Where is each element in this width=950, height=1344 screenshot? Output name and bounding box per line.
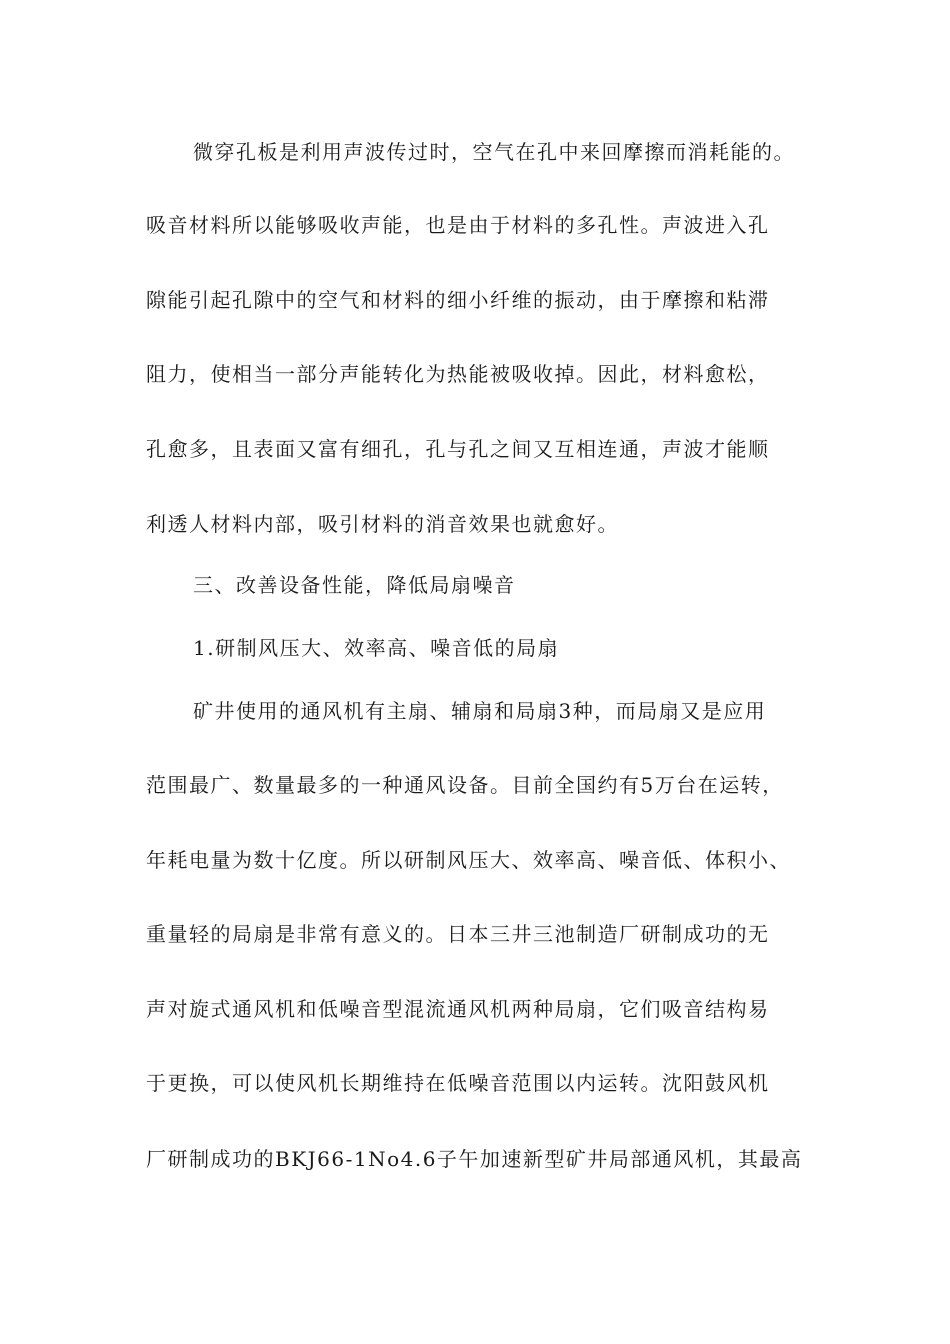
paragraph-line: 微穿孔板是利用声波传过时，空气在孔中来回摩擦而消耗能的。 bbox=[193, 140, 795, 164]
paragraph-line: 隙能引起孔隙中的空气和材料的细小纤维的振动，由于摩擦和粘滞 bbox=[146, 288, 770, 312]
paragraph-line: 利透人材料内部，吸引材料的消音效果也就愈好。 bbox=[146, 512, 619, 536]
subsection-heading: 1.研制风压大、效率高、噪音低的局扇 bbox=[193, 636, 560, 660]
paragraph-line: 范围最广、数量最多的一种通风设备。目前全国约有5万台在运转， bbox=[146, 773, 784, 797]
paragraph-line: 重量轻的局扇是非常有意义的。日本三井三池制造厂研制成功的无 bbox=[146, 922, 770, 946]
paragraph-line: 矿井使用的通风机有主扇、辅扇和局扇3种，而局扇又是应用 bbox=[193, 699, 767, 723]
paragraph-line: 声对旋式通风机和低噪音型混流通风机两种局扇，它们吸音结构易 bbox=[146, 997, 770, 1021]
paragraph-line: 年耗电量为数十亿度。所以研制风压大、效率高、噪音低、体积小、 bbox=[146, 848, 791, 872]
paragraph-line: 阻力，使相当一部分声能转化为热能被吸收掉。因此，材料愈松， bbox=[146, 362, 770, 386]
paragraph-line: 厂研制成功的BKJ66-1No4.6子午加速新型矿井局部通风机，其最高 bbox=[146, 1147, 803, 1171]
paragraph-line: 吸音材料所以能够吸收声能，也是由于材料的多孔性。声波进入孔 bbox=[146, 213, 770, 237]
section-heading: 三、改善设备性能，降低局扇噪音 bbox=[193, 573, 516, 597]
paragraph-line: 孔愈多，且表面又富有细孔，孔与孔之间又互相连通，声波才能顺 bbox=[146, 437, 770, 461]
paragraph-line: 于更换，可以使风机长期维持在低噪音范围以内运转。沈阳鼓风机 bbox=[146, 1071, 770, 1095]
